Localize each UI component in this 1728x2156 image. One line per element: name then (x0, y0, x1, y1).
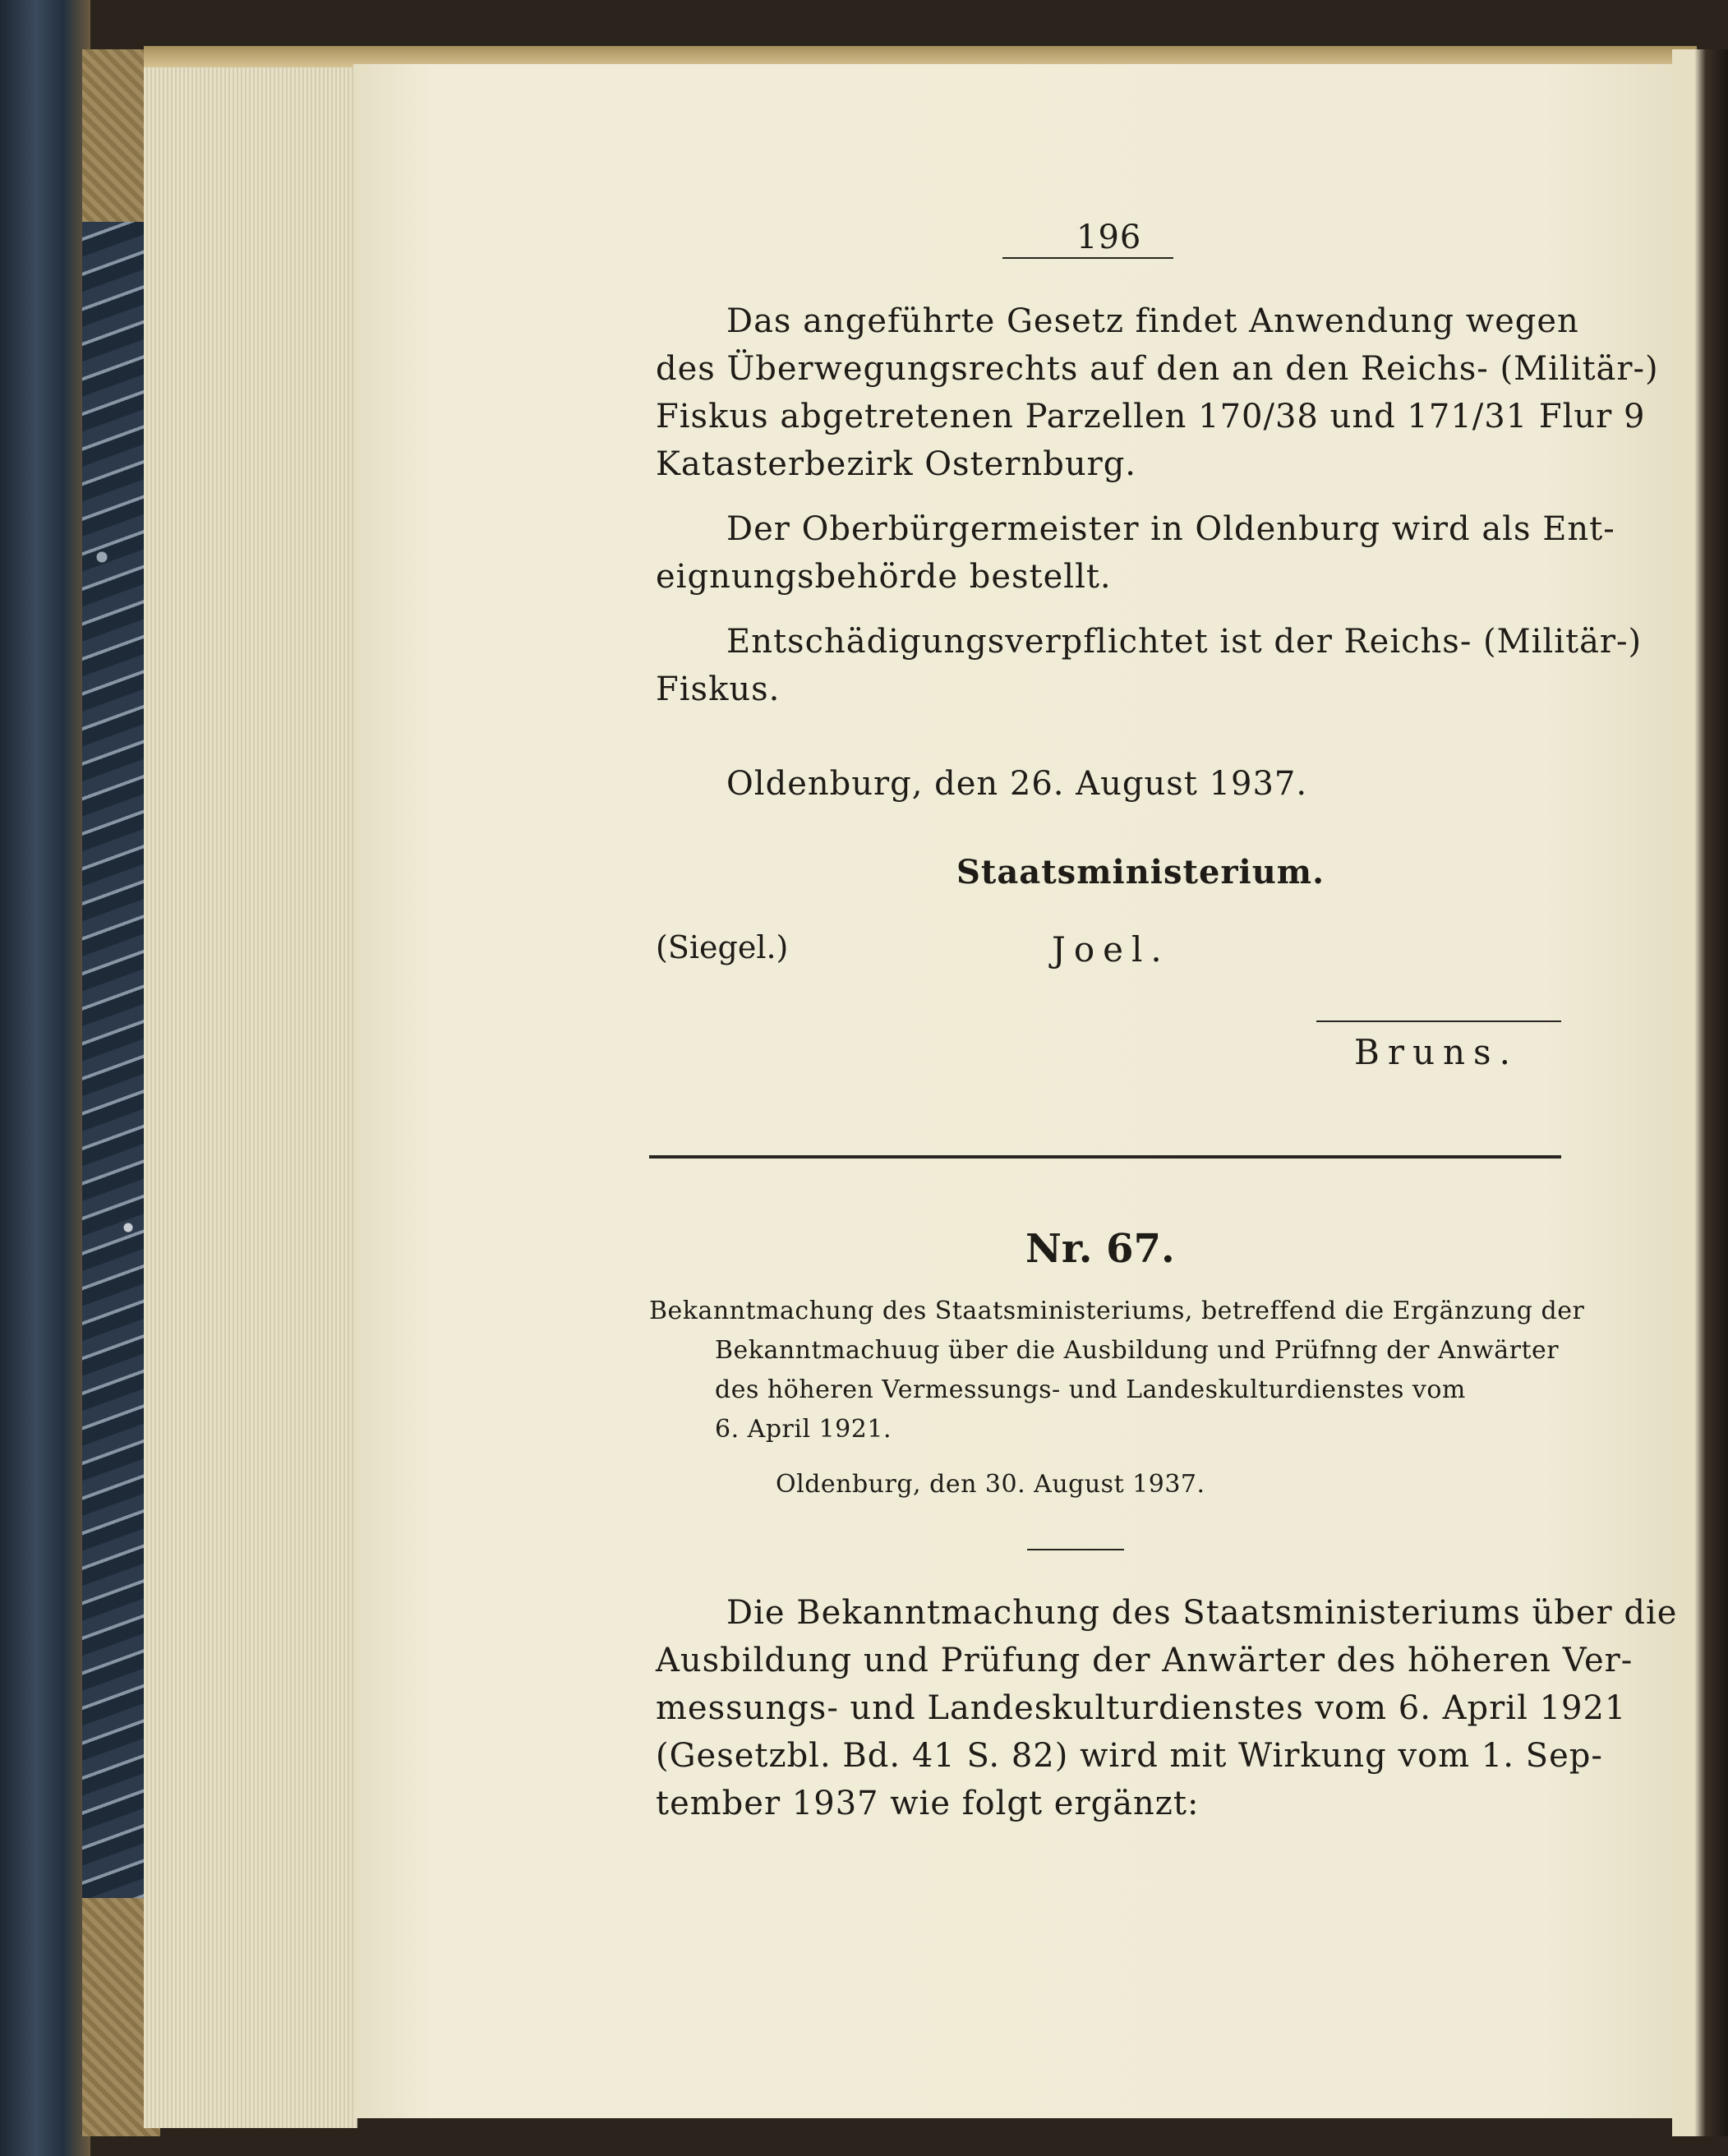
body-line2: Ausbildung und Prüfung der Anwärter des höheren Ver- (656, 1642, 1634, 1679)
signature-joel: Joel. (1052, 929, 1170, 970)
authority-name: Staatsministerium. (956, 853, 1325, 891)
body-line1: Die Bekanntmachung des Staatsministeriums über die (726, 1594, 1678, 1632)
facing-page-edge (1672, 49, 1728, 2136)
title-line1: Bekanntmachung des Staatsministeriums, betreffend die Ergänzung der (649, 1297, 1585, 1325)
para1-line2: des Überwegungsrechts auf den an den Reichs- (Militär-) (656, 350, 1659, 388)
para3-line2: Fiskus. (656, 670, 781, 708)
section2-date: Oldenburg, den 30. August 1937. (776, 1470, 1205, 1499)
body-line5: tember 1937 wie folgt ergänzt: (656, 1785, 1200, 1822)
section-divider (649, 1155, 1561, 1159)
book-binding (0, 0, 90, 2156)
body-line3: messungs- und Landeskulturdienstes vom 6. April 1921 (656, 1689, 1627, 1727)
para3-line1: Entschädigungsverpflichtet ist der Reichs- (Militär-) (726, 623, 1643, 661)
title-line3: des höheren Vermessungs- und Landeskulturdienstes vom (715, 1375, 1466, 1404)
signature-bruns: Bruns. (1354, 1032, 1518, 1072)
marbled-board (82, 222, 148, 1898)
para1-line4: Katasterbezirk Osternburg. (656, 445, 1137, 483)
page-number-rule (1002, 257, 1173, 259)
seal-label: (Siegel.) (656, 929, 789, 965)
page-stack (144, 58, 357, 2128)
section-number: Nr. 67. (1025, 1226, 1175, 1272)
para1-line1: Das angeführte Gesetz findet Anwendung wegen (726, 302, 1579, 340)
date-rule (1027, 1549, 1124, 1550)
title-line4: 6. April 1921. (715, 1415, 892, 1444)
para2-line2: eignungsbehörde bestellt. (656, 558, 1112, 596)
body-line4: (Gesetzbl. Bd. 41 S. 82) wird mit Wirkung vom 1. Sep- (656, 1737, 1603, 1775)
para1-line3: Fiskus abgetretenen Parzellen 170/38 und 171/31 Flur 9 (656, 398, 1646, 435)
book-page (353, 64, 1676, 2118)
signature-rule (1316, 1020, 1561, 1022)
para2-line1: Der Oberbürgermeister in Oldenburg wird als Ent- (726, 510, 1615, 548)
title-line2: Bekanntmachuug über die Ausbildung und Prüfnng der Anwärter (715, 1336, 1560, 1365)
signing-date: Oldenburg, den 26. August 1937. (726, 765, 1308, 803)
page-number: 196 (1076, 219, 1142, 256)
